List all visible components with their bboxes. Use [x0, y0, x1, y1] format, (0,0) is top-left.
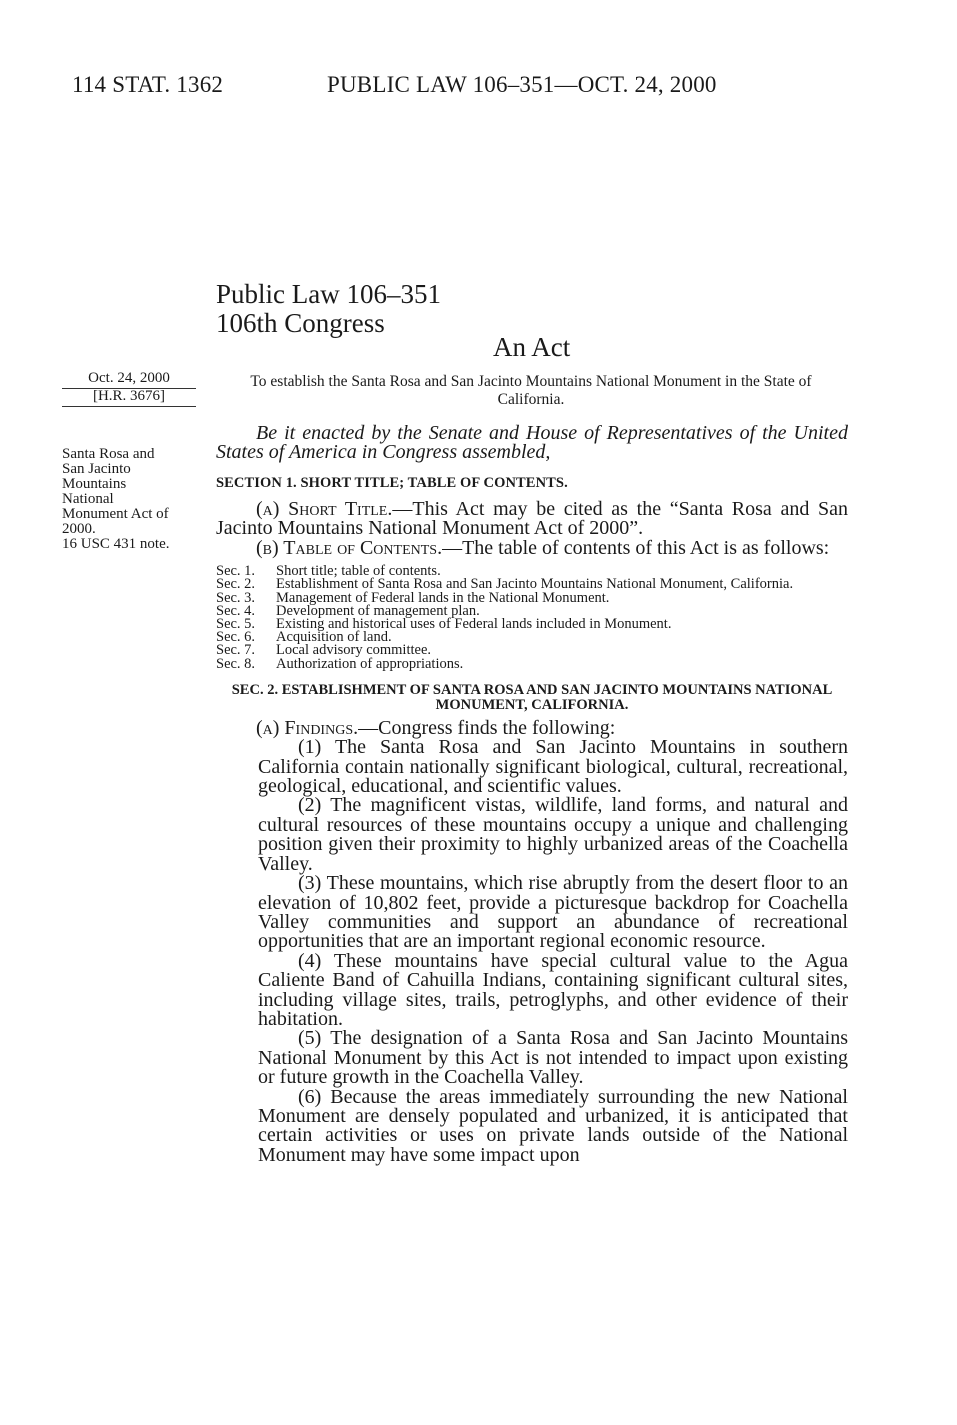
margin-note — [62, 447, 202, 552]
margin-note-line: 2000. — [62, 521, 96, 537]
finding-paragraph: (5) The designation of a Santa Rosa and San Jacinto Mountains National Monument by this Act is not intended to impact upon existing or future growth in the Coachella Valley. — [258, 1027, 848, 1089]
toc-entry-title: Short title; table of contents. — [276, 563, 441, 580]
toc-entry-title: Local advisory committee. — [276, 642, 432, 659]
toc-entry-number: Sec. 3. — [216, 589, 256, 606]
act-purpose: To establish the Santa Rosa and San Jacinto Mountains National Monument in the State of California. — [250, 373, 812, 408]
toc-entry-number: Sec. 1. — [216, 563, 256, 580]
findings-label: (a) Findings. — [256, 716, 359, 739]
public-law-number: Public Law 106–351 — [216, 279, 441, 309]
margin-note-line: San Jacinto — [62, 461, 131, 477]
section-1-heading: SECTION 1. SHORT TITLE; TABLE OF CONTENTS. — [216, 475, 568, 491]
toc-entry-number: Sec. 6. — [216, 629, 256, 646]
toc-label: (b) Table of Contents. — [256, 536, 443, 559]
table-of-contents — [216, 565, 848, 671]
toc-entry-number: Sec. 7. — [216, 642, 256, 659]
finding-paragraph: (3) These mountains, which rise abruptly from the desert floor to an elevation of 10,802 feet, provide a picturesque backdrop for Coachella Valley communities and support an abundance of recreational opportunities that are an important regional economic resource. — [258, 872, 848, 953]
toc-entry — [216, 655, 848, 672]
margin-note-line: Monument Act of — [62, 506, 169, 522]
toc-entry-title: Acquisition of land. — [276, 629, 392, 646]
toc-intro-text: —The table of contents of this Act is as follows: — [442, 536, 830, 559]
toc-entry-title: Establishment of Santa Rosa and San Jacinto Mountains National Monument, California. — [276, 576, 794, 593]
stat-citation: 114 STAT. 1362 — [72, 72, 224, 97]
toc-entry-title: Existing and historical uses of Federal lands included in Monument. — [276, 616, 672, 633]
finding-paragraph: (4) These mountains have special cultural value to the Agua Caliente Band of Cahuilla Indians, containing significant cultural sites, including village sites, trails, petroglyphs, and other evidence of their habitation. — [258, 949, 848, 1030]
toc-entry-title: Development of management plan. — [276, 602, 480, 619]
finding-paragraph: (2) The magnificent vistas, wildlife, land forms, and natural and cultural resources of these mountains occupy a unique and challenging position given their proximity to highly urbanized areas of the Coachella Valley. — [258, 794, 848, 875]
margin-bill-number: [H.R. 3676] — [62, 389, 196, 407]
toc-intro-paragraph — [216, 536, 848, 559]
toc-entry-number: Sec. 5. — [216, 616, 256, 633]
title-block — [216, 280, 441, 338]
findings-intro-text: —Congress finds the following: — [358, 716, 616, 739]
short-title-paragraph — [216, 500, 848, 539]
margin-note-line: Santa Rosa and — [62, 446, 155, 462]
margin-note-line: Mountains — [62, 476, 127, 492]
toc-entry-title: Authorization of appropriations. — [276, 655, 464, 672]
toc-entry-title: Management of Federal lands in the National Monument. — [276, 589, 610, 606]
short-title-text: —This Act may be cited as the “Santa Rosa and San Jacinto Mountains National Monument Act of 2000”. — [216, 498, 848, 540]
act-label: An Act — [493, 332, 571, 362]
margin-note-line: 16 USC 431 note. — [62, 536, 170, 552]
section-2-heading: SEC. 2. ESTABLISHMENT OF SANTA ROSA AND SAN JACINTO MOUNTAINS NATIONAL MONUMENT, CALIFORNIA. — [231, 681, 833, 713]
toc-entry-number: Sec. 4. — [216, 602, 256, 619]
congress-number: 106th Congress — [216, 308, 385, 338]
enacting-clause: Be it enacted by the Senate and House of Representatives of the United States of America in Congress assembled, — [216, 422, 848, 463]
main-text — [216, 424, 848, 1165]
public-law-header: PUBLIC LAW 106–351—OCT. 24, 2000 — [327, 72, 717, 97]
toc-entry-number: Sec. 8. — [216, 655, 256, 672]
margin-note-line: National — [62, 491, 114, 507]
margin-date: Oct. 24, 2000 — [62, 371, 196, 389]
finding-paragraph: (1) The Santa Rosa and San Jacinto Mountains in southern California contain nationally significant biological, cultural, recreational, geological, educational, and scientific values. — [258, 736, 848, 798]
finding-paragraph: (6) Because the areas immediately surrounding the new National Monument are densely populated and urbanized, it is anticipated that certain activities or uses on private lands outside of the National Monument may have some impact upon — [258, 1085, 848, 1166]
toc-entry-number: Sec. 2. — [216, 576, 256, 593]
short-title-label: (a) Short Title. — [256, 498, 393, 520]
